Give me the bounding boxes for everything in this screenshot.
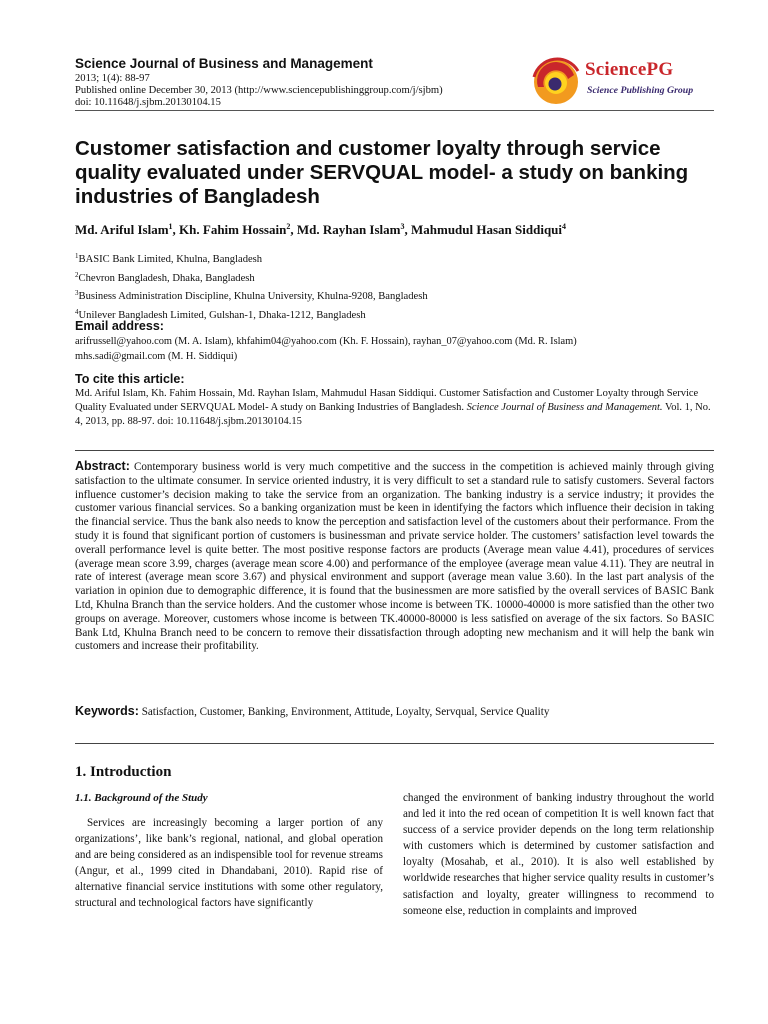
citation-journal: Science Journal of Business and Management. (466, 402, 663, 414)
abstract-label: Abstract: (75, 459, 130, 473)
author-name: Md. Ariful Islam (75, 222, 169, 237)
affiliation-sup: 3 (75, 289, 79, 297)
publication-meta (75, 73, 443, 110)
author-sup: 3 (400, 222, 405, 231)
affiliation-text: BASIC Bank Limited, Khulna, Bangladesh (78, 254, 263, 265)
affiliation-list (75, 249, 428, 323)
affiliation-sup: 4 (75, 307, 79, 316)
body-column-right (403, 790, 714, 919)
affiliation (75, 268, 428, 287)
keywords-text: Satisfaction, Customer, Banking, Environment, Attitude, Loyalty, Servqual, Service Quality (141, 706, 550, 718)
affiliation (75, 249, 428, 268)
article-title: Customer satisfaction and customer loyalty through service quality evaluated under SERVQUAL model- a study on banking industries of Bangladesh (75, 137, 689, 208)
author-list (75, 222, 566, 238)
published-line: Published online December 30, 2013 (http://www.sciencepublishinggroup.com/j/sjbm) (75, 85, 443, 97)
introduction-heading: 1. Introduction (75, 764, 172, 780)
abstract-top-divider (75, 450, 714, 451)
affiliation-text: Chevron Bangladesh, Dhaka, Bangladesh (78, 272, 255, 284)
author-sup: 2 (286, 222, 291, 231)
author-sup: 1 (168, 222, 173, 231)
journal-title: Science Journal of Business and Management (75, 56, 373, 71)
citation-main: Md. Ariful Islam, Kh. Fahim Hossain, Md. Rayhan Islam, Mahmudul Hasan Siddiqui. Customer Satisfaction and Customer Loyalty through Service Quality Evaluated under SERVQUAL Model- A study on Banking Industries of Bangladesh. (75, 388, 699, 414)
body-paragraph: changed the environment of banking industry throughout the world and led it into the red ocean of competition It is well known fact that success of a service provider depends on the long term relationship with customers which is determined by customer satisfaction and loyalty (Mosahab, et al., 2010). It is also well established by worldwide researches that higher service quality results in customer’s satisfaction and loyalty, greater willingness to recommend to someone else, reduction in complaints and improved (403, 792, 714, 917)
background-subheading: 1.1. Background of the Study (75, 792, 208, 804)
logo-subtitle: Science Publishing Group (587, 85, 694, 96)
author-name: Kh. Fahim Hossain (179, 222, 287, 237)
author-separator: , (290, 222, 297, 237)
sciencepg-logo (528, 55, 718, 110)
email-line: arifrussell@yahoo.com (M. A. Islam), khfahim04@yahoo.com (Kh. F. Hossain), rayhan_07@yahoo.com (Md. R. Islam) (75, 336, 577, 347)
affiliation-text: Business Administration Discipline, Khulna University, Khulna-9208, Bangladesh (78, 291, 428, 302)
sciencepg-logo-icon (528, 57, 584, 107)
volume-line: 2013; 1(4): 88-97 (75, 73, 150, 84)
keywords (75, 704, 715, 718)
header-divider (75, 110, 714, 111)
body-paragraph: Services are increasingly becoming a larger portion of any organizations’, like bank’s regional, national, and global operation and are being considered as an indispensible tool for revenue streams (Angur, et al., 1999 cited in Dhandabani, 2010). Rapid rise of alternative financial service institutions with some other regulatory, structural and technological factors have significantly (75, 817, 383, 910)
abstract-bottom-divider (75, 743, 714, 744)
body-column-left (75, 815, 383, 912)
author-separator: , (172, 222, 180, 237)
email-addresses (75, 334, 577, 364)
affiliation-text: Unilever Bangladesh Limited, Gulshan-1, Dhaka-1212, Bangladesh (78, 309, 366, 321)
abstract (75, 460, 714, 654)
author-name: Mahmudul Hasan Siddiqui (411, 222, 563, 237)
author-separator: , (404, 222, 411, 237)
email-heading: Email address: (75, 319, 164, 333)
author-name: Md. Rayhan Islam (296, 222, 401, 237)
citation-tail: Vol. 1, No. 4, 2013, pp. 88-97. doi: 10.11648/j.sjbm.20130104.15 (75, 402, 711, 428)
author-sup: 4 (562, 222, 567, 231)
affiliation-sup: 2 (75, 270, 79, 279)
citation-text (75, 387, 715, 430)
keywords-label: Keywords: (75, 704, 139, 718)
affiliation (75, 286, 428, 305)
doi-line: doi: 10.11648/j.sjbm.20130104.15 (75, 97, 221, 109)
affiliation-sup: 1 (75, 252, 79, 260)
logo-name: SciencePG (585, 59, 674, 80)
cite-heading: To cite this article: (75, 372, 185, 386)
abstract-text: Contemporary business world is very much competitive and the success in the competition is achieved mainly through giving satisfaction to the ultimate consumer. In service oriented industry, it is very difficult to set a standard rule to satisfy customers. Several factors influence customer’s decision making to take the service from an organization. The banking industry is a service industry; it provides the customer various financial services. So a banking organization must be keen in identifying the factors which influence their decision in taking the financial service. Thus the bank also needs to know the perception and satisfaction level of the customers about their performance. From the study it is found that significant portion of customers is businessman and private service holder. The customers’ satisfaction level towards the overall performance level is quite better. The most positive response factors are products (Average mean value 4.41), procedures of services (average mean score 3.99, charges (average mean score 4.00) and performance of the employee (average mean value 4.11). They are neutral in rate of interest (average mean score 3.67) and physical environment and support (average mean value 3.60). In the last part analysis of the variation in opinion due to demographic difference, it is found that the businessmen are more satisfied by the overall services of BASIC Bank Ltd, Khulna Branch than the service holders. And the customer whose income is between TK. 10000-40000 is more satisfied than the other two groups on average. Moreover, customers whose income is between TK.40000-80000 is less satisfied on average of the six factors. So BASIC Bank Ltd, Khulna Branch need to be concern to remove their dissatisfaction through adopting new mechanism and it will help the bank win customers and increase their profitability. (75, 461, 714, 653)
email-line: mhs.sadi@gmail.com (M. H. Siddiqui) (75, 351, 238, 362)
